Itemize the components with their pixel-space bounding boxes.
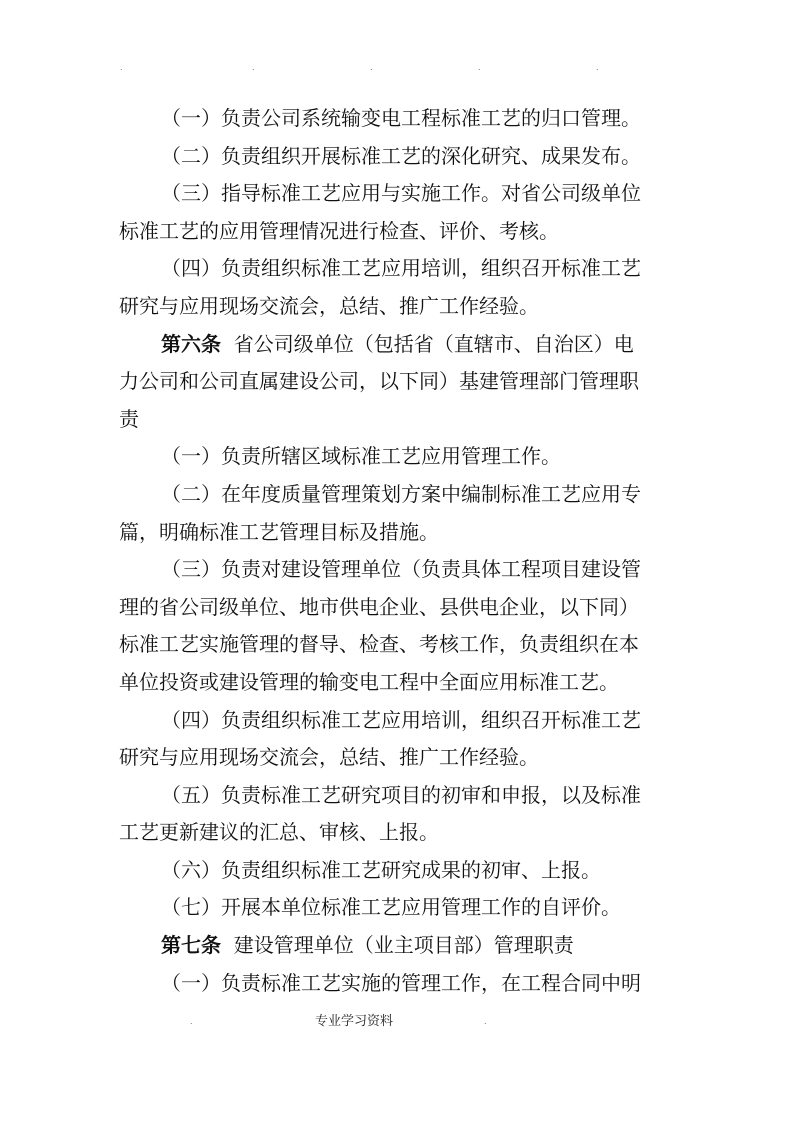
paragraph-line <box>119 664 679 702</box>
line-text: （二）负责组织开展标准工艺的深化研究、成果发布。 <box>161 143 641 168</box>
line-text: （三）负责对建设管理单位（负责具体工程项目建设管 <box>161 557 641 582</box>
line-text: 标准工艺的应用管理情况进行检查、评价、考核。 <box>119 218 559 243</box>
paragraph-line <box>119 589 679 627</box>
line-text: 研究与应用现场交流会，总结、推广工作经验。 <box>119 745 539 770</box>
line-text: 建设管理单位（业主项目部）管理职责 <box>233 933 574 958</box>
article-number: 第七条 <box>161 933 221 958</box>
line-text: 研究与应用现场交流会，总结、推广工作经验。 <box>119 293 539 318</box>
line-text: 力公司和公司直属建设公司，以下同）基建管理部门管理职 <box>119 369 639 394</box>
line-text: （七）开展本单位标准工艺应用管理工作的自评价。 <box>161 895 621 920</box>
line-text: （二）在年度质量管理策划方案中编制标准工艺应用专 <box>161 481 641 506</box>
paragraph-line <box>119 551 679 589</box>
paragraph-line <box>119 852 679 890</box>
paragraph-line <box>119 626 679 664</box>
article-spacer <box>221 332 234 356</box>
paragraph-line <box>119 213 679 251</box>
paragraph-line <box>119 100 679 138</box>
article-heading-line <box>119 326 679 364</box>
header-dot: . <box>370 63 373 72</box>
paragraph-line <box>119 250 679 288</box>
paragraph-line <box>119 175 679 213</box>
line-text: （四）负责组织标准工艺应用培训，组织召开标准工艺 <box>161 707 641 732</box>
paragraph-line <box>119 138 679 176</box>
header-dot: . <box>252 63 255 72</box>
paragraph-line <box>119 739 679 777</box>
header-dot: . <box>120 63 123 72</box>
page-header <box>0 62 794 74</box>
line-text: （三）指导标准工艺应用与实施工作。对省公司级单位 <box>161 181 641 206</box>
document-body <box>119 100 679 1002</box>
footer-dot: . <box>190 1017 193 1026</box>
paragraph-line <box>119 889 679 927</box>
paragraph-line <box>119 401 679 439</box>
line-text: 单位投资或建设管理的输变电工程中全面应用标准工艺。 <box>119 669 619 694</box>
line-text: （一）负责公司系统输变电工程标准工艺的归口管理。 <box>161 106 641 130</box>
paragraph-line <box>119 438 679 476</box>
paragraph-line <box>119 476 679 514</box>
footer-dot: . <box>484 1017 487 1026</box>
line-text: 工艺更新建议的汇总、审核、上报。 <box>119 820 439 845</box>
article-number: 第六条 <box>161 331 221 356</box>
line-text: （一）负责标准工艺实施的管理工作，在工程合同中明 <box>161 970 641 995</box>
line-text: （五）负责标准工艺研究项目的初审和申报，以及标准 <box>161 782 641 807</box>
header-dot: . <box>596 63 599 72</box>
paragraph-line <box>119 965 679 1003</box>
line-text: 省公司级单位（包括省（直辖市、自治区）电 <box>233 331 634 356</box>
article-spacer <box>221 933 234 957</box>
line-text: （四）负责组织标准工艺应用培训，组织召开标准工艺 <box>161 256 641 281</box>
paragraph-line <box>119 288 679 326</box>
paragraph-line <box>119 363 679 401</box>
page-footer <box>0 1012 794 1032</box>
line-text: 篇，明确标准工艺管理目标及措施。 <box>119 519 439 544</box>
paragraph-line <box>119 514 679 552</box>
line-text: 理的省公司级单位、地市供电企业、县供电企业，以下同） <box>119 594 639 619</box>
footer-label: 专业学习资料 <box>315 1014 394 1029</box>
article-heading-line <box>119 927 679 965</box>
line-text: 责 <box>119 406 139 431</box>
line-text: 标准工艺实施管理的督导、检查、考核工作，负责组织在本 <box>119 632 639 657</box>
paragraph-line <box>119 777 679 815</box>
paragraph-line <box>119 814 679 852</box>
line-text: （六）负责组织标准工艺研究成果的初审、上报。 <box>161 857 601 882</box>
line-text: （一）负责所辖区域标准工艺应用管理工作。 <box>161 444 561 469</box>
header-dot: . <box>478 63 481 72</box>
paragraph-line <box>119 702 679 740</box>
